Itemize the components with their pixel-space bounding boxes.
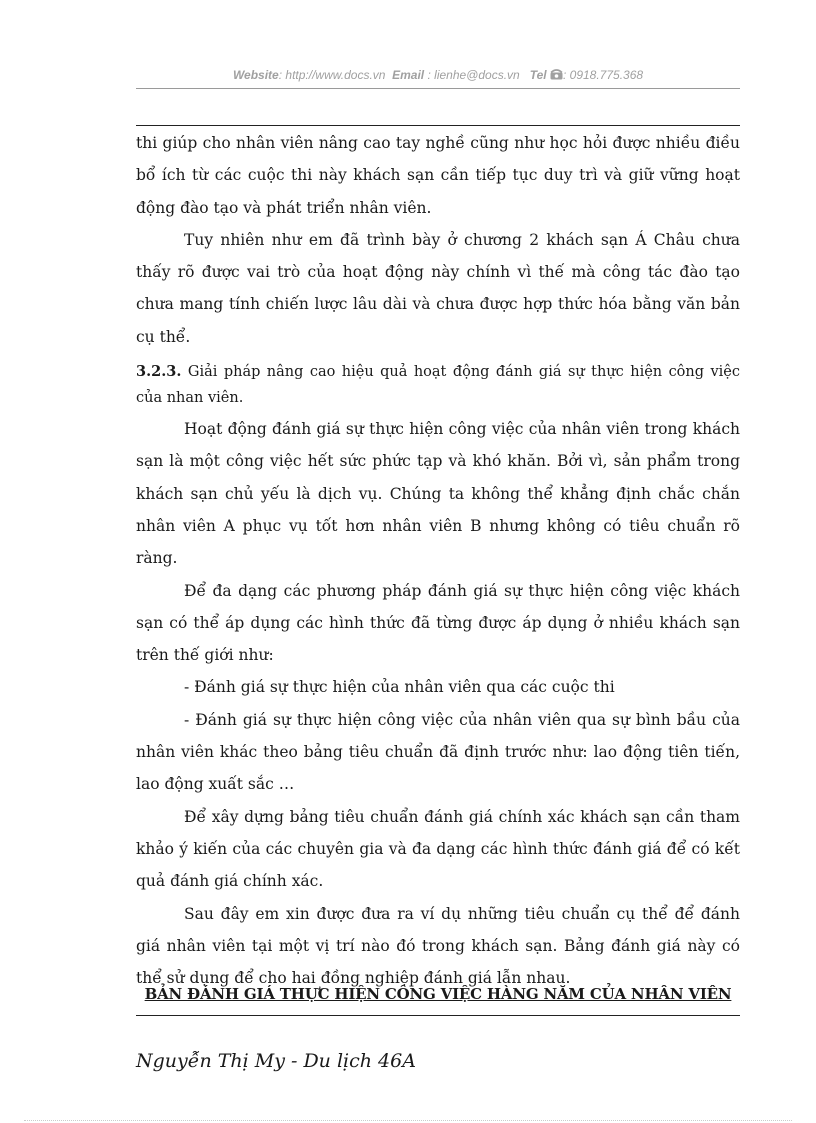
paragraph-evaluation-intro: Hoạt động đánh giá sự thực hiện công việc của nhân viên trong khách sạn là một công việc hết sức phức tạp và khó khăn. Bởi vì, sản phẩm trong khách sạn chủ yếu là dịch vụ. Chúng ta không thể khẳng định chắc chắn nhân viên A phục vụ tốt hơn nhân viên B nhưng không có tiêu chuẩn rõ ràng. — [136, 420, 740, 568]
email-address[interactable]: : lienhe@docs.vn — [427, 68, 520, 82]
section-heading — [136, 359, 740, 411]
page-header — [136, 68, 740, 83]
evaluation-form-title: BẢN ĐÁNH GIÁ THỰC HIỆN CÔNG VIỆC HÀNG NĂM CỦA NHÂN VIÊN — [144, 985, 732, 1003]
paragraph-standards: Để xây dựng bảng tiêu chuẩn đánh giá chính xác khách sạn cần tham khảo ý kiến của các chuyên gia và đa dạng các hình thức đánh giá để có kết quả đánh giá chính xác. — [136, 807, 740, 891]
email-label: Email — [392, 68, 425, 82]
text-top-divider — [136, 125, 740, 126]
section-number: 3.2.3. — [136, 363, 182, 381]
page-body — [136, 127, 740, 994]
website-label: Website — [232, 68, 279, 82]
website-url[interactable]: : http://www.docs.vn — [278, 68, 386, 82]
phone-icon — [550, 69, 563, 83]
section-title: Giải pháp nâng cao hiệu quả hoạt động đánh giá sự thực hiện công việc của nhan viên. — [136, 364, 741, 407]
paragraph-training: Tuy nhiên như em đã trình bày ở chương 2 khách sạn Á Châu chưa thấy rõ được vai trò của hoạt động này chính vì thế mà công tác đào tạo chưa mang tính chiến lược lâu dài và chưa được hợp thức hóa bằng văn bản cụ thể. — [136, 230, 740, 346]
paragraph-example: Sau đây em xin được đưa ra ví dụ những tiêu chuẩn cụ thể để đánh giá nhân viên tại một vị trí nào đó trong khách sạn. Bảng đánh giá này có thể sử dụng để cho hai đồng nghiệp đánh giá lẫn nhau. — [136, 904, 740, 988]
list-item-peer-vote: - Đánh giá sự thực hiện công việc của nhân viên qua sự bình bầu của nhân viên khác theo bảng tiêu chuẩn đã định trước như: lao động tiên tiến, lao động xuất sắc … — [136, 710, 740, 794]
tel-label: Tel — [529, 68, 547, 82]
page-bottom-dots — [24, 1120, 792, 1121]
paragraph-continuation: thi giúp cho nhân viên nâng cao tay nghề cũng như học hỏi được nhiều điều bổ ích từ các cuộc thi này khách sạn cần tiếp tục duy trì và giữ vững hoạt động đào tạo và phát triển nhân viên. — [136, 134, 740, 217]
header-divider — [136, 88, 740, 89]
author-signature: Nguyễn Thị My - Du lịch 46A — [136, 1050, 416, 1072]
footer-divider — [136, 1015, 740, 1016]
paragraph-methods: Để đa dạng các phương pháp đánh giá sự thực hiện công việc khách sạn có thể áp dụng các hình thức đã từng được áp dụng ở nhiều khách sạn trên thế giới như: — [136, 581, 740, 665]
tel-number: : 0918.775.368 — [562, 68, 644, 82]
list-item-contest: - Đánh giá sự thực hiện của nhân viên qua các cuộc thi — [184, 678, 615, 697]
